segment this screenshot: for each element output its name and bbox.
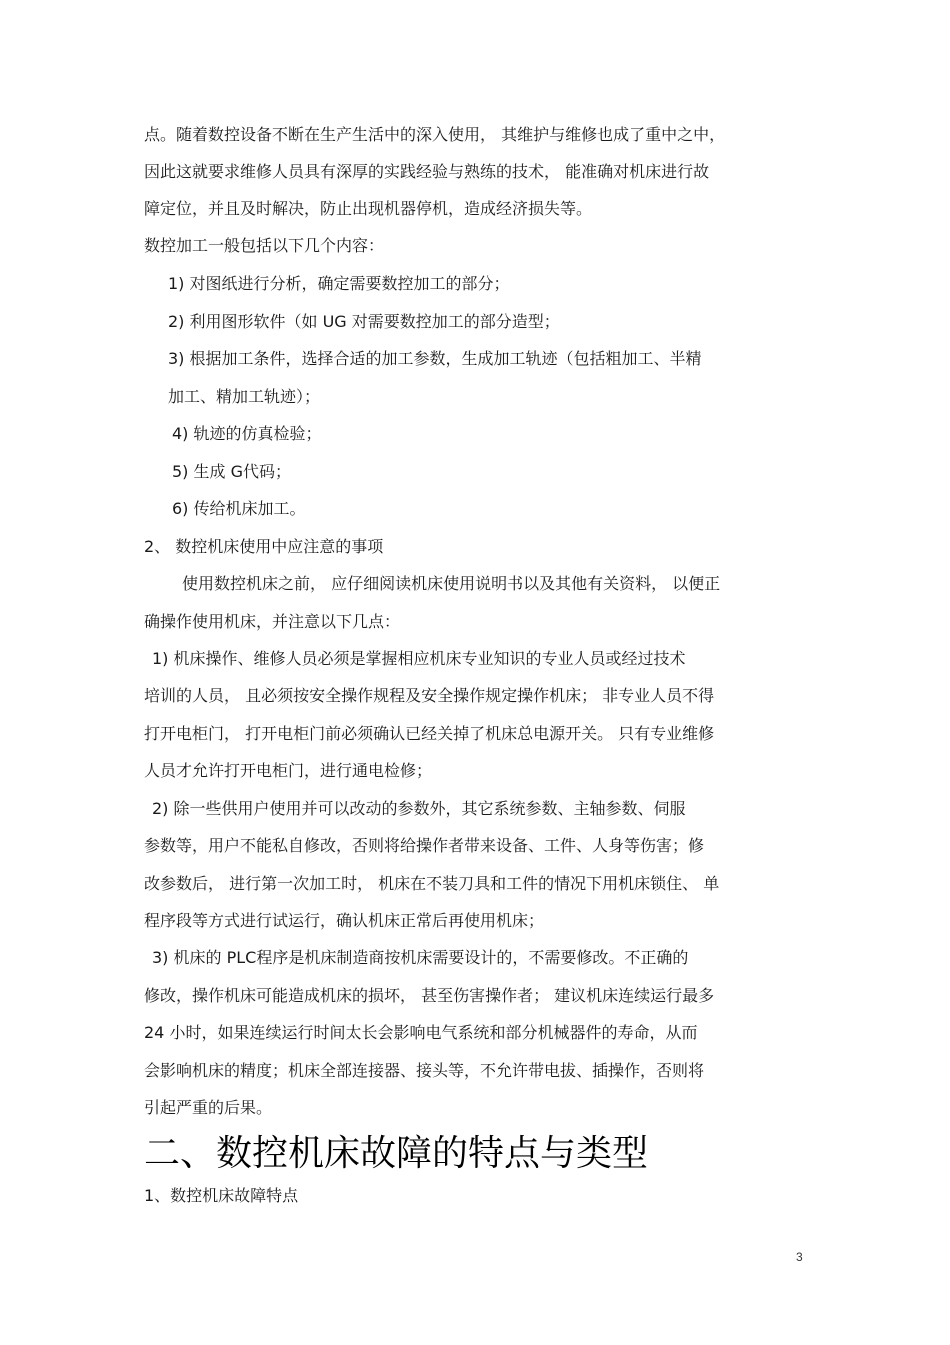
point-1-line-3: 打开电柜门， 打开电柜门前必须确认已经关掉了机床总电源开关。 只有专业维修 <box>144 724 715 743</box>
intro-line-2: 因此这就要求维修人员具有深厚的实践经验与熟练的技术， 能准确对机床进行故 <box>144 162 710 181</box>
section-2-intro-line-1: 使用数控机床之前， 应仔细阅读机床使用说明书以及其他有关资料， 以便正 <box>182 574 721 593</box>
cnc-processing-item-6: 6) 传给机床加工。 <box>172 499 306 518</box>
point-1-line-2: 培训的人员， 且必须按安全操作规程及安全操作规定操作机床； 非专业人员不得 <box>144 686 715 705</box>
cnc-processing-item-3: 3) 根据加工条件，选择合适的加工参数，生成加工轨迹（包括粗加工、半精 <box>168 349 702 368</box>
cnc-processing-item-5: 5) 生成 G代码； <box>172 462 291 481</box>
point-2-line-4: 程序段等方式进行试运行，确认机床正常后再使用机床； <box>144 911 545 930</box>
intro-line-3: 障定位，并且及时解决，防止出现机器停机，造成经济损失等。 <box>144 199 593 218</box>
section-2-intro-line-2: 确操作使用机床，并注意以下几点： <box>144 612 401 631</box>
point-3-line-5: 引起严重的后果。 <box>144 1098 273 1117</box>
point-3-line-2: 修改，操作机床可能造成机床的损坏， 甚至伤害操作者； 建议机床连续运行最多 <box>144 986 715 1005</box>
cnc-processing-intro: 数控加工一般包括以下几个内容： <box>144 236 385 255</box>
point-3-line-1: 3) 机床的 PLC程序是机床制造商按机床需要设计的，不需要修改。不正确的 <box>152 948 689 967</box>
point-1-line-4: 人员才允许打开电柜门，进行通电检修； <box>144 761 433 780</box>
point-2-line-2: 参数等，用户不能私自修改，否则将给操作者带来设备、工件、人身等伤害；修 <box>144 836 705 855</box>
point-2-line-3: 改参数后， 进行第一次加工时， 机床在不装刀具和工件的情况下用机床锁住、 单 <box>144 874 720 893</box>
section-2-heading: 2、 数控机床使用中应注意的事项 <box>144 537 384 556</box>
point-3-line-4: 会影响机床的精度；机床全部连接器、接头等，不允许带电拔、插操作，否则将 <box>144 1061 705 1080</box>
cnc-processing-item-2: 2) 利用图形软件（如 UG 对需要数控加工的部分造型； <box>168 312 560 331</box>
chapter-2-title: 二、数控机床故障的特点与类型 <box>144 1133 649 1174</box>
cnc-processing-item-1: 1) 对图纸进行分析，确定需要数控加工的部分； <box>168 274 510 293</box>
point-1-line-1: 1) 机床操作、维修人员必须是掌握相应机床专业知识的专业人员或经过技术 <box>152 649 686 668</box>
page-number: 3 <box>796 1250 803 1264</box>
chapter-2-subheading: 1、数控机床故障特点 <box>144 1186 299 1205</box>
intro-line-1: 点。随着数控设备不断在生产生活中的深入使用， 其维护与维修也成了重中之中， <box>144 125 726 144</box>
point-3-line-3: 24 小时，如果连续运行时间太长会影响电气系统和部分机械器件的寿命，从而 <box>144 1023 698 1042</box>
cnc-processing-item-4: 4) 轨迹的仿真检验； <box>172 424 322 443</box>
point-2-line-1: 2) 除一些供用户使用并可以改动的参数外，其它系统参数、主轴参数、伺服 <box>152 799 686 818</box>
cnc-processing-item-3-cont: 加工、精加工轨迹）； <box>168 387 321 406</box>
